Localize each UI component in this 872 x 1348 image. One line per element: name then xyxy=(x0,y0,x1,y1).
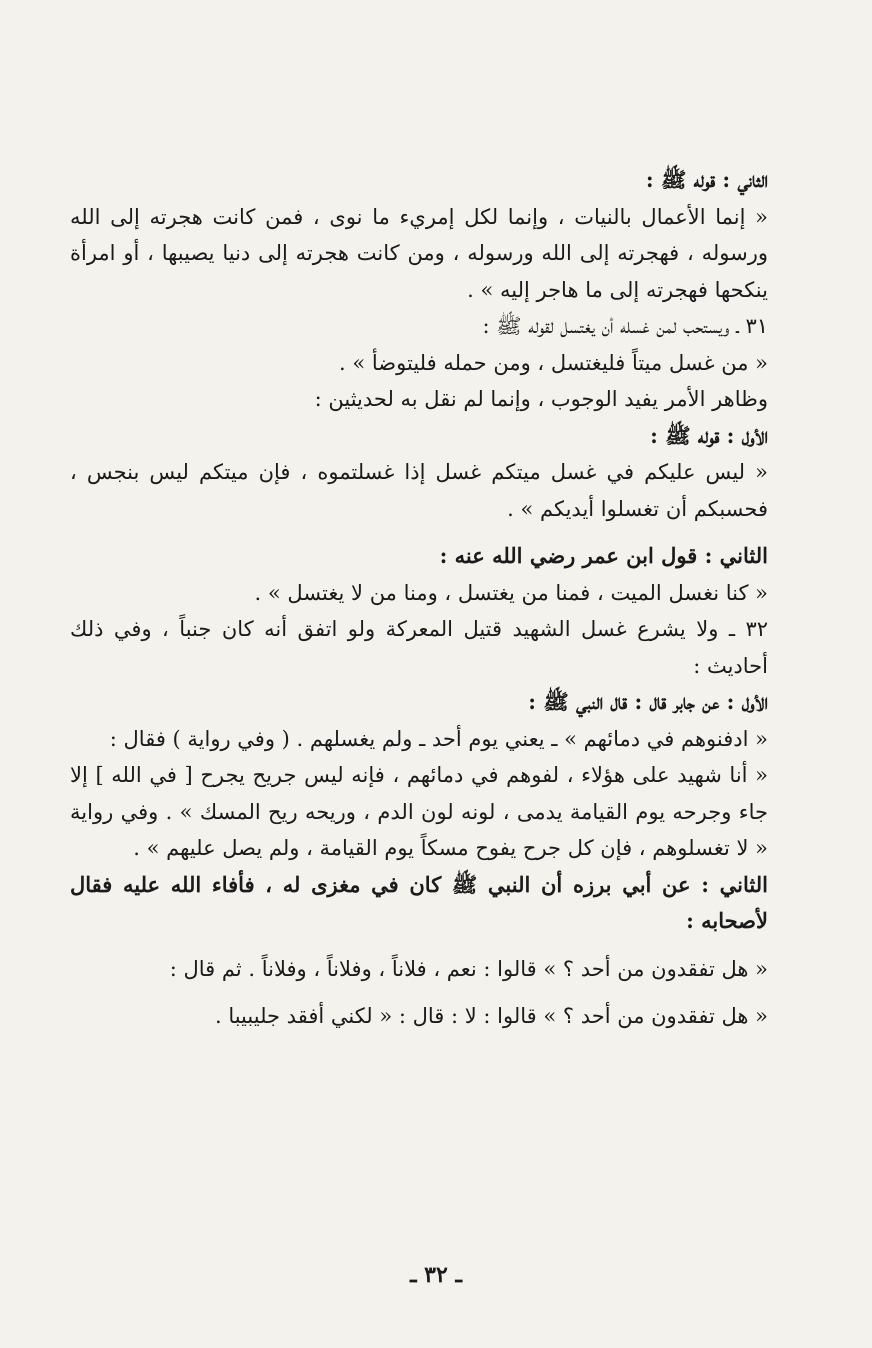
text-paragraph: ٣١ ـ ويستحب لمن غسله أن يغتسل لقوله ﷺ : xyxy=(482,314,768,338)
page-number: ـ ٣٢ ـ xyxy=(410,1262,462,1288)
text-paragraph: الثاني : قول ابن عمر رضي الله عنه : xyxy=(439,543,768,568)
text-paragraph: الثاني : قوله ﷺ : xyxy=(645,167,768,192)
text-paragraph: « ليس عليكم في غسل ميتكم غسل إذا غسلتموه ، فإن ميتكم ليس بنجس ، فحسبكم أن تغسلوا أيديكم » . xyxy=(70,460,768,521)
text-paragraph: « من غسل ميتاً فليغتسل ، ومن حمله فليتوضأ » . xyxy=(339,350,768,375)
text-paragraph: الأول : عن جابر قال : قال النبي ﷺ : xyxy=(528,689,768,714)
text-paragraph: الثاني : عن أبي برزه أن النبي ﷺ كان في مغزى له ، فأفاء الله عليه فقال لأصحابه : xyxy=(70,871,768,933)
text-paragraph: « كنا نغسل الميت ، فمنا من يغتسل ، ومنا من لا يغتسل » . xyxy=(254,580,768,605)
text-paragraph: « ادفنوهم في دمائهم » ـ يعني يوم أحد ـ ولم يغسلهم . ( وفي رواية ) فقال : xyxy=(109,726,768,751)
text-paragraph: « إنما الأعمال بالنيات ، وإنما لكل إمريء ما نوى ، فمن كانت هجرته إلى الله ورسوله ، فهجرته إلى الله ورسوله ، ومن كانت هجرته إلى دنيا يصيبها ، أو امرأة ينكحها فهجرته إلى ما هاجر إليه » . xyxy=(70,204,768,302)
text-paragraph: الأول : قوله ﷺ : xyxy=(650,422,768,448)
text-paragraph: ٣٢ ـ ولا يشرع غسل الشهيد قتيل المعركة ولو اتفق أنه كان جنباً ، وفي ذلك أحاديث : xyxy=(70,617,768,678)
text-paragraph: « هل تفقدون من أحد ؟ » قالوا : لا : قال : « لكني أفقد جليبيبا . xyxy=(214,1004,768,1028)
text-paragraph: « هل تفقدون من أحد ؟ » قالوا : نعم ، فلاناً ، وفلاناً ، وفلاناً . ثم قال : xyxy=(169,956,768,981)
text-paragraph: « أنا شهيد على هؤلاء ، لفوهم في دمائهم ، فإنه ليس جريح يجرح [ في الله ] إلا جاء وجرحه يوم القيامة يدمى ، لونه لون الدم ، وريحه ريح المسك » . وفي رواية « لا تغسلوهم ، فإن كل جرح يفوح مسكاً يوم القيامة ، ولم يصل عليهم » . xyxy=(70,763,768,860)
page-body-text xyxy=(70,162,768,1035)
text-paragraph: وظاهر الأمر يفيد الوجوب ، وإنما لم نقل به لحديثين : xyxy=(314,387,768,411)
